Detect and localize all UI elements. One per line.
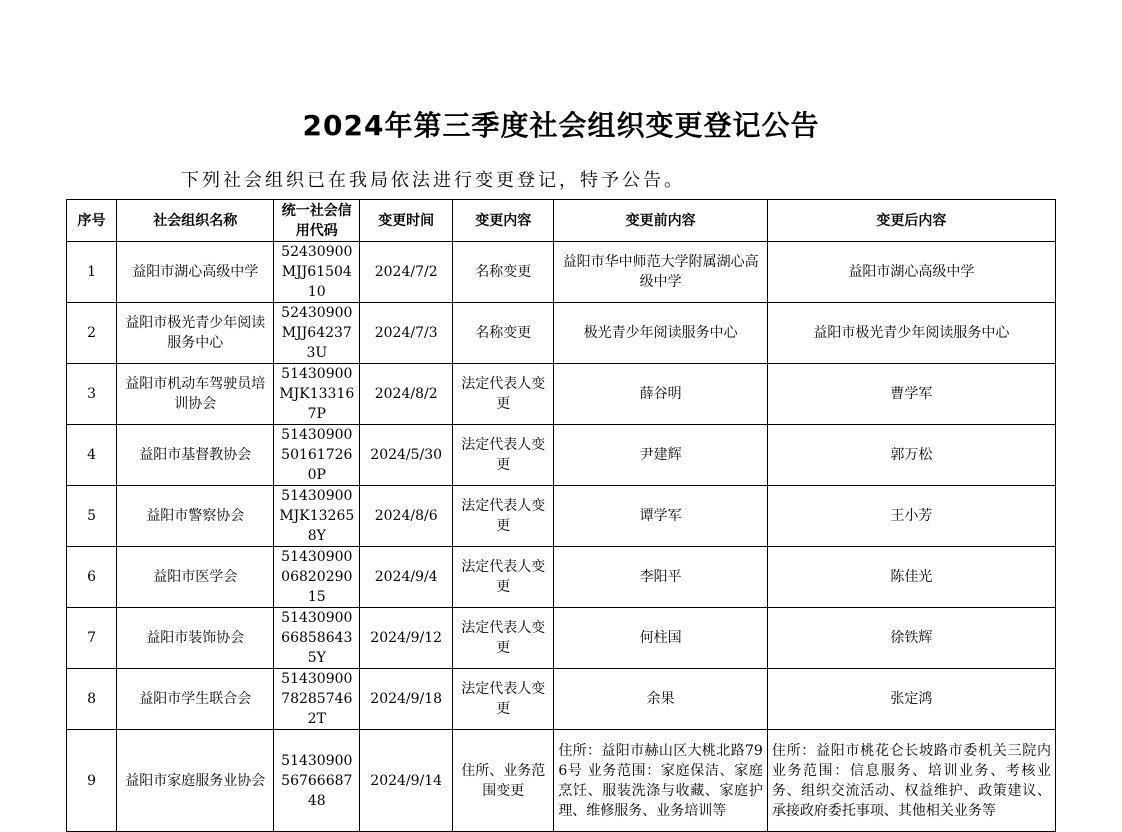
- cell-before: 薛谷明: [554, 364, 768, 425]
- cell-type: 法定代表人变更: [453, 547, 554, 608]
- cell-code: 514309000682029015: [274, 547, 360, 608]
- table-row: [67, 730, 1056, 832]
- cell-type: 名称变更: [453, 242, 554, 303]
- header-before: 变更前内容: [554, 200, 768, 242]
- cell-date: 2024/7/2: [360, 242, 453, 303]
- header-date: 变更时间: [360, 200, 453, 242]
- cell-type: 法定代表人变更: [453, 486, 554, 547]
- cell-type: 法定代表人变更: [453, 425, 554, 486]
- header-type: 变更内容: [453, 200, 554, 242]
- cell-date: 2024/9/4: [360, 547, 453, 608]
- cell-no: 6: [67, 547, 117, 608]
- header-name: 社会组织名称: [117, 200, 274, 242]
- cell-no: 5: [67, 486, 117, 547]
- cell-after: 益阳市湖心高级中学: [767, 242, 1055, 303]
- header-code: 统一社会信用代码: [274, 200, 360, 242]
- table-row: [67, 486, 1056, 547]
- cell-name: 益阳市家庭服务业协会: [117, 730, 274, 832]
- cell-no: 7: [67, 608, 117, 669]
- cell-code: 52430900MJJ6150410: [274, 242, 360, 303]
- header-no: 序号: [67, 200, 117, 242]
- cell-date: 2024/8/2: [360, 364, 453, 425]
- cell-no: 2: [67, 303, 117, 364]
- table-row: [67, 425, 1056, 486]
- cell-type: 法定代表人变更: [453, 608, 554, 669]
- header-after: 变更后内容: [767, 200, 1055, 242]
- cell-before: 何柱国: [554, 608, 768, 669]
- cell-code: 514309005676668748: [274, 730, 360, 832]
- cell-before: 益阳市华中师范大学附属湖心高级中学: [554, 242, 768, 303]
- cell-date: 2024/9/12: [360, 608, 453, 669]
- cell-after: 郭万松: [767, 425, 1055, 486]
- table-row: [67, 669, 1056, 730]
- cell-type: 名称变更: [453, 303, 554, 364]
- cell-before: 尹建辉: [554, 425, 768, 486]
- cell-before: 李阳平: [554, 547, 768, 608]
- cell-no: 1: [67, 242, 117, 303]
- cell-type: 法定代表人变更: [453, 669, 554, 730]
- cell-before: 极光青少年阅读服务中心: [554, 303, 768, 364]
- cell-date: 2024/9/14: [360, 730, 453, 832]
- cell-before: 谭学军: [554, 486, 768, 547]
- registration-table: [66, 199, 1056, 832]
- cell-code: 51430900MJK132658Y: [274, 486, 360, 547]
- cell-after: 曹学军: [767, 364, 1055, 425]
- cell-after: 张定鸿: [767, 669, 1055, 730]
- table-row: [67, 303, 1056, 364]
- cell-name: 益阳市医学会: [117, 547, 274, 608]
- cell-code: 51430900501617260P: [274, 425, 360, 486]
- cell-code: 51430900668586435Y: [274, 608, 360, 669]
- table-row: [67, 547, 1056, 608]
- cell-name: 益阳市基督教协会: [117, 425, 274, 486]
- cell-name: 益阳市机动车驾驶员培训协会: [117, 364, 274, 425]
- cell-after: 陈佳光: [767, 547, 1055, 608]
- cell-before: 住所：益阳市赫山区大桃北路796号 业务范围：家庭保洁、家庭烹饪、服装洗涤与收藏、家庭护理、维修服务、业务培训等: [554, 730, 768, 832]
- table-row: [67, 364, 1056, 425]
- cell-type: 住所、业务范围变更: [453, 730, 554, 832]
- cell-date: 2024/9/18: [360, 669, 453, 730]
- cell-code: 51430900782857462T: [274, 669, 360, 730]
- cell-after: 徐铁辉: [767, 608, 1055, 669]
- cell-after: 住所：益阳市桃花仑长坡路市委机关三院内 业务范围：信息服务、培训业务、考核业务、组织交流活动、权益维护、政策建议、承接政府委托事项、其他相关业务等: [767, 730, 1055, 832]
- cell-type: 法定代表人变更: [453, 364, 554, 425]
- intro-text: 下列社会组织已在我局依法进行变更登记，特予公告。: [181, 170, 685, 191]
- cell-no: 3: [67, 364, 117, 425]
- cell-no: 4: [67, 425, 117, 486]
- cell-before: 余果: [554, 669, 768, 730]
- table-header-row: [67, 200, 1056, 242]
- table-row: [67, 242, 1056, 303]
- cell-name: 益阳市装饰协会: [117, 608, 274, 669]
- cell-date: 2024/5/30: [360, 425, 453, 486]
- cell-no: 8: [67, 669, 117, 730]
- cell-name: 益阳市学生联合会: [117, 669, 274, 730]
- cell-date: 2024/7/3: [360, 303, 453, 364]
- table-row: [67, 608, 1056, 669]
- cell-name: 益阳市湖心高级中学: [117, 242, 274, 303]
- cell-code: 52430900MJJ642373U: [274, 303, 360, 364]
- page-title: 2024年第三季度社会组织变更登记公告: [302, 109, 820, 142]
- cell-name: 益阳市警察协会: [117, 486, 274, 547]
- cell-no: 9: [67, 730, 117, 832]
- cell-after: 王小芳: [767, 486, 1055, 547]
- cell-date: 2024/8/6: [360, 486, 453, 547]
- cell-code: 51430900MJK133167P: [274, 364, 360, 425]
- cell-after: 益阳市极光青少年阅读服务中心: [767, 303, 1055, 364]
- cell-name: 益阳市极光青少年阅读服务中心: [117, 303, 274, 364]
